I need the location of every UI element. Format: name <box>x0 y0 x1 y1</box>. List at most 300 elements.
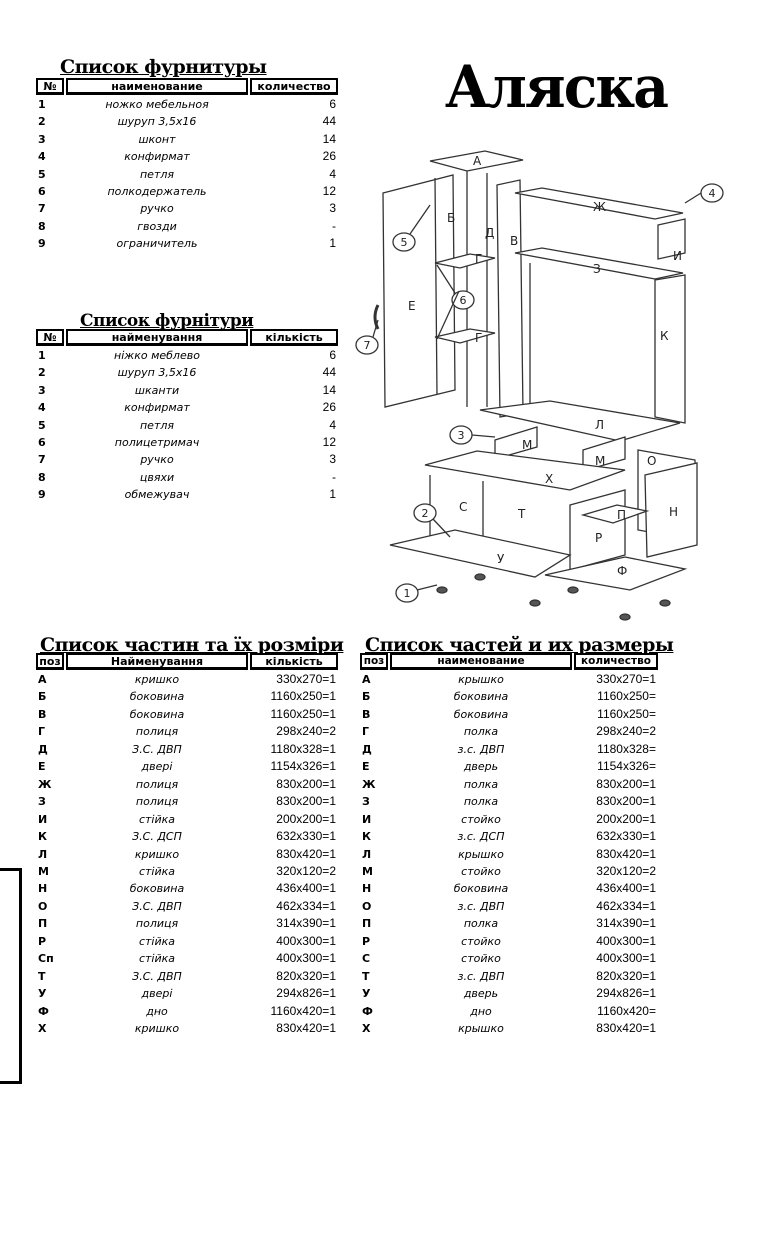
row-name: кришко <box>134 673 180 686</box>
table-row <box>360 968 658 985</box>
row-name: петля <box>139 167 174 181</box>
table-row <box>36 434 338 451</box>
row-name: крышко <box>458 1022 504 1035</box>
part-label: Л <box>595 418 605 432</box>
part-label: Д <box>485 226 495 240</box>
row-quantity: 632x330=1 <box>596 829 656 844</box>
row-name: дверь <box>463 760 499 774</box>
row-position: 8 <box>38 470 46 484</box>
row-position: 5 <box>38 167 46 181</box>
row-position: П <box>362 917 372 931</box>
row-name: боковина <box>453 690 509 704</box>
table-row <box>36 1020 338 1037</box>
column-header: № <box>36 329 64 346</box>
table-row <box>36 218 338 235</box>
row-position: 9 <box>38 488 46 502</box>
part-label: Е <box>408 299 416 313</box>
part-label: М <box>595 454 606 468</box>
row-position: Д <box>362 742 372 756</box>
part-label: Ж <box>593 200 606 214</box>
row-name: З.С. ДВП <box>132 899 182 913</box>
column-header: поз <box>36 653 64 670</box>
row-quantity: 1 <box>329 487 336 502</box>
row-name: дно <box>146 1004 168 1018</box>
table-row <box>36 382 338 399</box>
row-quantity: 830x200=1 <box>276 794 336 809</box>
foot-icon <box>620 614 630 620</box>
row-quantity: 462x334=1 <box>596 898 656 913</box>
row-quantity: 330x270=1 <box>276 672 336 686</box>
table-row <box>36 148 338 165</box>
row-name: обмежувач <box>124 488 190 502</box>
row-quantity: 1 <box>329 236 336 251</box>
row-position: Н <box>362 882 372 896</box>
row-quantity: 320x120=2 <box>276 863 336 878</box>
column-header: поз <box>360 653 388 670</box>
row-quantity: 830x200=1 <box>596 794 656 809</box>
row-position: Ф <box>362 1004 373 1018</box>
row-position: А <box>362 673 371 686</box>
row-quantity: 830x420=1 <box>276 1021 336 1035</box>
row-name: боковина <box>453 882 509 896</box>
row-name: з.с. ДВП <box>457 969 505 983</box>
table-row <box>36 166 338 183</box>
row-quantity: 3 <box>329 452 336 467</box>
row-name: шуруп 3,5х16 <box>117 115 197 129</box>
table-row <box>36 880 338 897</box>
table-row <box>360 985 658 1002</box>
row-name: полиця <box>135 725 179 739</box>
row-quantity: 1180x328= <box>597 741 656 756</box>
row-name: боковина <box>129 882 185 896</box>
row-position: 7 <box>38 453 46 467</box>
row-name: з.с. ДВП <box>457 899 505 913</box>
row-quantity: 632x330=1 <box>276 829 336 844</box>
row-quantity: 1160x420=1 <box>270 1003 336 1018</box>
table-row <box>36 347 338 364</box>
row-name: двері <box>141 760 173 774</box>
row-quantity: 1160x250=1 <box>270 689 336 704</box>
row-name: ручко <box>140 202 174 216</box>
row-quantity: 400x300=1 <box>276 951 336 966</box>
callout-number: 2 <box>421 507 429 520</box>
part-label: С <box>459 500 468 514</box>
row-name: стійка <box>138 812 176 826</box>
part-f-bottom <box>545 557 685 590</box>
row-quantity: 4 <box>329 166 336 181</box>
row-name: полка <box>463 917 499 931</box>
row-quantity: 12 <box>322 184 336 198</box>
row-name: полиця <box>135 917 179 931</box>
row-name: полка <box>463 725 499 739</box>
row-quantity: 830x200=1 <box>276 776 336 791</box>
callout-number: 7 <box>363 339 371 352</box>
row-name: з.с. ДСП <box>457 830 505 844</box>
column-header: количество <box>574 653 658 670</box>
row-position: 4 <box>38 401 46 415</box>
foot-icon <box>568 587 578 593</box>
row-quantity: 436x400=1 <box>276 881 336 896</box>
row-name: крышко <box>458 847 504 861</box>
row-quantity: 820x320=1 <box>596 968 656 983</box>
column-header: № <box>36 78 64 95</box>
row-position: Х <box>38 1022 47 1035</box>
row-quantity: 400x300=1 <box>596 951 656 966</box>
row-name: полиця <box>135 777 179 791</box>
table-row <box>36 688 338 705</box>
callout-number: 1 <box>403 587 411 600</box>
row-name: кришко <box>134 1022 180 1035</box>
row-position: Л <box>38 847 48 861</box>
row-position: 6 <box>38 185 46 198</box>
table-row <box>36 846 338 863</box>
row-quantity: 1180x328=1 <box>270 741 336 756</box>
row-quantity: 1154x326= <box>597 759 656 774</box>
table-row <box>36 113 338 130</box>
row-position: 9 <box>38 237 46 251</box>
row-position: 1 <box>38 349 46 362</box>
row-position: 4 <box>38 150 46 164</box>
row-quantity: 400x300=1 <box>596 933 656 948</box>
table-row <box>36 399 338 416</box>
table-row <box>360 950 658 967</box>
table-row <box>360 898 658 915</box>
row-name: стійка <box>138 934 176 948</box>
table-row <box>360 671 658 688</box>
table-row <box>36 200 338 217</box>
table-row <box>360 1020 658 1037</box>
row-quantity: 200x200=1 <box>276 811 336 826</box>
row-position: 1 <box>38 98 46 111</box>
row-quantity: 298x240=2 <box>596 724 656 739</box>
row-position: У <box>38 987 47 1001</box>
margin-bracket <box>0 868 22 1084</box>
part-label: Н <box>669 505 679 519</box>
row-position: З <box>362 795 370 809</box>
table-row <box>36 811 338 828</box>
table-row <box>36 863 338 880</box>
table-row <box>36 486 338 503</box>
row-quantity: 200x200=1 <box>596 811 656 826</box>
table-title: Список фурнитуры <box>60 56 267 78</box>
row-quantity: 3 <box>329 201 336 216</box>
row-name: стойко <box>461 812 501 826</box>
row-name: полиця <box>135 795 179 809</box>
row-quantity: 1160x250= <box>597 706 656 721</box>
row-position: Л <box>362 847 372 861</box>
row-position: И <box>362 812 372 826</box>
row-name: полка <box>463 795 499 809</box>
row-name: З.С. ДСП <box>132 830 182 844</box>
part-label: Б <box>447 211 456 225</box>
row-name: конфирмат <box>124 150 190 164</box>
part-label: П <box>617 508 627 522</box>
row-quantity: 294x826=1 <box>596 986 656 1001</box>
row-quantity: 330x270=1 <box>596 672 656 686</box>
row-position: 2 <box>38 115 46 129</box>
table-row <box>36 898 338 915</box>
row-quantity: 830x420=1 <box>596 846 656 861</box>
row-quantity: 12 <box>322 435 336 449</box>
table-row <box>360 706 658 723</box>
row-name: боковина <box>129 690 185 704</box>
row-name: шканти <box>134 383 180 397</box>
column-header: найменування <box>66 329 248 346</box>
row-quantity: 6 <box>329 348 336 362</box>
part-label: Т <box>518 507 526 521</box>
row-quantity: 1160x420= <box>597 1003 656 1018</box>
table-row <box>360 933 658 950</box>
table-row <box>36 96 338 113</box>
row-position: Ф <box>38 1004 49 1018</box>
row-position: П <box>38 917 48 931</box>
row-position: К <box>362 830 371 844</box>
row-position: В <box>362 707 371 721</box>
table-row <box>360 828 658 845</box>
row-name: полка <box>463 777 499 791</box>
row-quantity: 436x400=1 <box>596 881 656 896</box>
table-row <box>36 776 338 793</box>
row-quantity: 314x390=1 <box>276 916 336 931</box>
row-position: 8 <box>38 219 46 233</box>
part-label: З <box>593 262 601 276</box>
row-quantity: 830x420=1 <box>596 1021 656 1035</box>
column-header: Найменування <box>66 653 248 670</box>
row-name: полицетримач <box>114 436 200 449</box>
row-name: З.С. ДВП <box>132 742 182 756</box>
table-title: Список частей и их размеры <box>365 634 674 656</box>
part-label: У <box>497 552 505 566</box>
part-label: Г <box>475 331 483 345</box>
row-name: дно <box>470 1004 492 1018</box>
row-position: О <box>362 899 372 913</box>
row-position: 6 <box>38 436 46 449</box>
table-row <box>36 364 338 381</box>
row-quantity: - <box>332 469 336 484</box>
row-position: 2 <box>38 366 46 380</box>
table-row <box>360 846 658 863</box>
row-position: У <box>362 987 371 1001</box>
row-position: Д <box>38 742 48 756</box>
row-quantity: 1160x250= <box>597 689 656 704</box>
row-position: 7 <box>38 202 46 216</box>
part-label: В <box>510 234 519 248</box>
table-row <box>36 235 338 252</box>
row-quantity: 44 <box>322 114 336 129</box>
row-position: С <box>362 952 371 966</box>
table-row <box>36 933 338 950</box>
row-quantity: 44 <box>322 365 336 380</box>
column-header: кількість <box>250 329 338 346</box>
row-position: 5 <box>38 418 46 432</box>
row-name: двері <box>141 987 173 1001</box>
table-row <box>360 1003 658 1020</box>
row-quantity: 314x390=1 <box>596 916 656 931</box>
row-position: Ж <box>38 777 52 791</box>
row-name: крышко <box>458 673 504 686</box>
part-label: К <box>660 329 669 343</box>
row-position: Б <box>362 690 371 704</box>
table-row <box>36 793 338 810</box>
row-position: Т <box>38 969 46 983</box>
row-position: Е <box>362 760 370 774</box>
row-quantity: 26 <box>322 400 336 415</box>
foot-icon <box>530 600 540 606</box>
row-position: О <box>38 899 48 913</box>
row-quantity: 14 <box>322 382 336 397</box>
row-quantity: 26 <box>322 149 336 164</box>
row-position: К <box>38 830 47 844</box>
row-name: стойко <box>461 864 501 878</box>
row-position: Г <box>38 725 46 739</box>
table-row <box>36 950 338 967</box>
row-quantity: 14 <box>322 131 336 146</box>
part-label: Г <box>475 252 483 266</box>
table-row <box>360 688 658 705</box>
row-position: Х <box>362 1022 371 1035</box>
row-quantity: 820x320=1 <box>276 968 336 983</box>
row-name: кришко <box>134 847 180 861</box>
table-row <box>360 863 658 880</box>
row-name: шконт <box>138 132 176 146</box>
part-u-door <box>390 530 570 577</box>
table-row <box>36 131 338 148</box>
row-name: полкодержатель <box>107 185 207 198</box>
row-position: 3 <box>38 132 46 146</box>
part-label: А <box>473 154 482 168</box>
part-v-side <box>497 180 523 417</box>
row-position: И <box>38 812 48 826</box>
row-name: стійка <box>138 952 176 966</box>
table-row <box>36 741 338 758</box>
assembly-diagram <box>355 145 775 625</box>
row-name: боковина <box>453 707 509 721</box>
table-row <box>36 915 338 932</box>
table-title: Список частин та їх розміри <box>40 634 344 656</box>
row-position: М <box>362 864 373 878</box>
row-position: Е <box>38 760 46 774</box>
column-header: количество <box>250 78 338 95</box>
table-row <box>36 671 338 688</box>
row-position: Р <box>38 934 47 948</box>
part-label: И <box>673 249 682 263</box>
product-title: Аляска <box>445 53 668 121</box>
row-quantity: 1160x250=1 <box>270 706 336 721</box>
row-position: Ж <box>362 777 376 791</box>
row-name: з.с. ДВП <box>457 742 505 756</box>
table-row <box>360 915 658 932</box>
row-position: З <box>38 795 46 809</box>
row-position: М <box>38 864 49 878</box>
row-position: Т <box>362 969 370 983</box>
row-quantity: 298x240=2 <box>276 724 336 739</box>
part-label: О <box>647 454 657 468</box>
table-row <box>360 758 658 775</box>
row-name: ограничитель <box>116 237 198 251</box>
callout-number: 4 <box>708 187 716 200</box>
row-name: петля <box>139 418 174 432</box>
row-quantity: 830x200=1 <box>596 776 656 791</box>
row-position: Сп <box>38 952 54 966</box>
table-row <box>36 706 338 723</box>
table-row <box>360 723 658 740</box>
row-quantity: 400x300=1 <box>276 933 336 948</box>
row-position: В <box>38 707 47 721</box>
column-header: наименование <box>66 78 248 95</box>
row-name: З.С. ДВП <box>132 969 182 983</box>
part-label: Х <box>545 472 554 486</box>
row-name: ручко <box>140 453 174 467</box>
row-position: А <box>38 673 47 686</box>
row-name: стойко <box>461 952 501 966</box>
row-name: стійка <box>138 864 176 878</box>
table-row <box>36 985 338 1002</box>
table-row <box>36 723 338 740</box>
row-name: стойко <box>461 934 501 948</box>
row-quantity: 320x120=2 <box>596 863 656 878</box>
table-row <box>36 758 338 775</box>
row-name: цвяхи <box>139 470 175 484</box>
row-name: гвозди <box>137 219 177 233</box>
foot-icon <box>660 600 670 606</box>
part-r-upright <box>570 490 625 570</box>
part-e-door <box>383 175 455 407</box>
table-row <box>36 417 338 434</box>
part-label: Ф <box>617 564 628 578</box>
row-name: дверь <box>463 987 499 1001</box>
callout-number: 5 <box>400 236 408 249</box>
row-quantity: 1154x326=1 <box>270 759 336 774</box>
table-row <box>36 183 338 200</box>
row-position: Б <box>38 690 47 704</box>
table-row <box>36 451 338 468</box>
callout-number: 6 <box>459 294 467 307</box>
row-name: боковина <box>129 707 185 721</box>
table-row <box>360 793 658 810</box>
row-quantity: 6 <box>329 97 336 111</box>
row-name: шуруп 3,5х16 <box>117 366 197 380</box>
part-label: Р <box>595 531 603 545</box>
row-quantity: 462x334=1 <box>276 898 336 913</box>
row-name: ножко мебельноя <box>105 98 209 111</box>
column-header: наименование <box>390 653 572 670</box>
part-k-back <box>655 275 685 423</box>
row-position: 3 <box>38 383 46 397</box>
table-row <box>36 469 338 486</box>
table-row <box>360 741 658 758</box>
row-position: Г <box>362 725 370 739</box>
foot-icon <box>437 587 447 593</box>
row-name: ніжко меблево <box>114 349 200 362</box>
table-row <box>360 811 658 828</box>
table-title: Список фурнітури <box>80 311 254 331</box>
row-position: Р <box>362 934 371 948</box>
row-quantity: 294x826=1 <box>276 986 336 1001</box>
callout-number: 3 <box>457 429 465 442</box>
row-quantity: 830x420=1 <box>276 846 336 861</box>
row-quantity: 4 <box>329 417 336 432</box>
row-name: конфирмат <box>124 401 190 415</box>
table-row <box>36 1003 338 1020</box>
row-quantity: - <box>332 218 336 233</box>
part-label: М <box>522 438 533 452</box>
table-row <box>360 776 658 793</box>
table-row <box>36 828 338 845</box>
foot-icon <box>475 574 485 580</box>
row-position: Н <box>38 882 48 896</box>
table-row <box>360 880 658 897</box>
column-header: кількість <box>250 653 338 670</box>
